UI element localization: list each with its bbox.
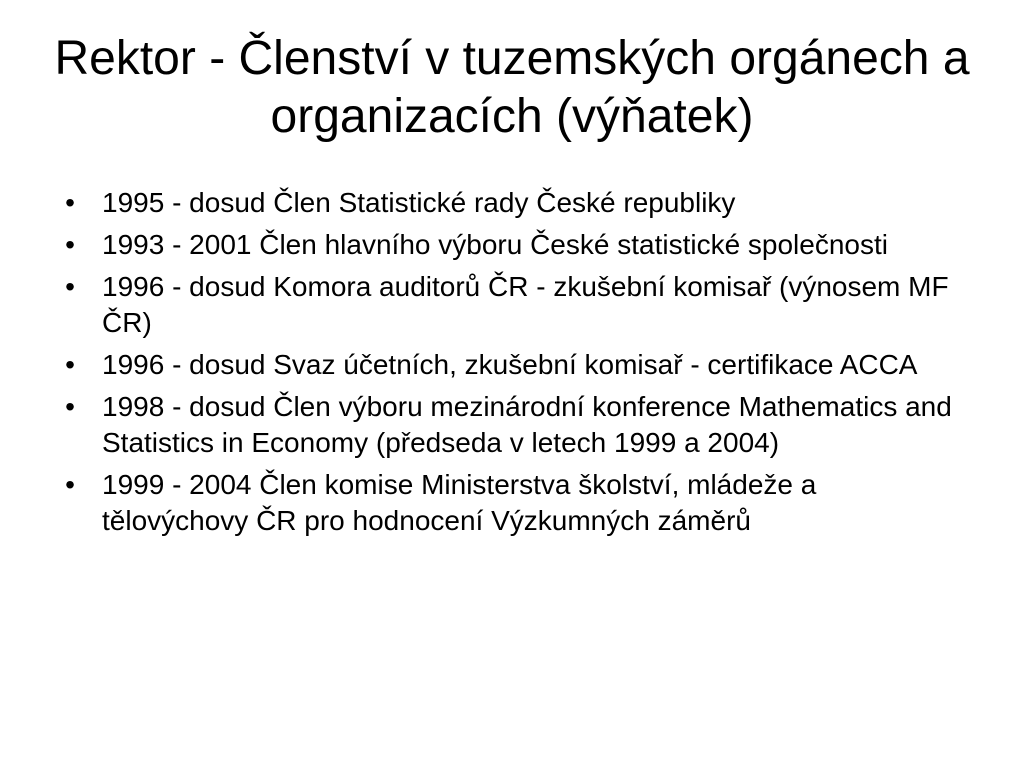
bullet-list: [60, 185, 960, 545]
bullet-icon: •: [65, 229, 75, 260]
list-item: [60, 185, 960, 221]
list-item: [60, 389, 960, 461]
list-item: [60, 467, 960, 539]
list-item: [60, 347, 960, 383]
bullet-icon: •: [65, 469, 75, 500]
bullet-icon: •: [65, 349, 75, 380]
list-item: [60, 227, 960, 263]
list-item-text: 1995 - dosud Člen Statistické rady České republiky: [102, 187, 736, 218]
list-item-text: 1996 - dosud Komora auditorů ČR - zkušební komisař (výnosem MF ČR): [102, 271, 949, 338]
list-item-text: 1996 - dosud Svaz účetních, zkušební komisař - certifikace ACCA: [102, 349, 918, 380]
slide-title: Rektor - Členství v tuzemských orgánech a organizacích (výňatek): [54, 32, 970, 143]
bullet-icon: •: [65, 391, 75, 422]
bullet-icon: •: [65, 271, 75, 302]
list-item-text: 1993 - 2001 Člen hlavního výboru České statistické společnosti: [102, 229, 888, 260]
list-item-text: 1998 - dosud Člen výboru mezinárodní konference Mathematics and Statistics in Economy (předseda v letech 1999 a 2004): [102, 391, 952, 458]
list-item-text: 1999 - 2004 Člen komise Ministerstva školství, mládeže a tělovýchovy ČR pro hodnocení Výzkumných záměrů: [102, 469, 817, 536]
bullet-icon: •: [65, 187, 75, 218]
list-item: [60, 269, 960, 341]
